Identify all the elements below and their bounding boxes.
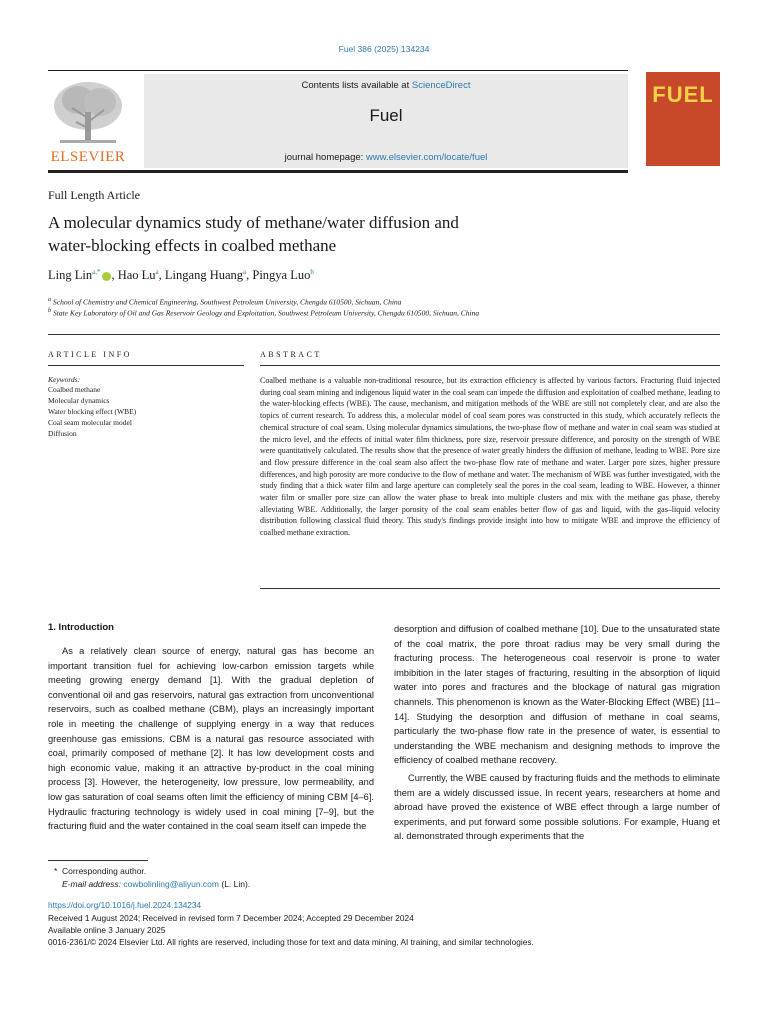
received-dates: Received 1 August 2024; Received in revised form 7 December 2024; Accepted 29 December 2024 xyxy=(48,913,414,923)
author-affiliation-mark[interactable]: b xyxy=(310,268,314,276)
keyword: Coalbed methane xyxy=(48,385,101,394)
available-online: Available online 3 January 2025 xyxy=(48,925,166,935)
affiliation-text: School of Chemistry and Chemical Engineering, Southwest Petroleum University, Chengdu 610500, Sichuan, China xyxy=(53,297,402,307)
email-suffix: (L. Lin). xyxy=(219,879,251,889)
right-column xyxy=(394,622,720,844)
orcid-icon[interactable] xyxy=(102,272,111,281)
keyword: Diffusion xyxy=(48,429,77,438)
divider xyxy=(48,365,244,366)
homepage-link[interactable]: www.elsevier.com/locate/fuel xyxy=(365,152,488,163)
author-name[interactable]: Pingya Luo xyxy=(252,268,311,283)
contents-prefix: Contents lists available at xyxy=(301,80,412,91)
copyright: 0016-2361/© 2024 Elsevier Ltd. All rights are reserved, including those for text and data mining, AI training, and similar technologies. xyxy=(48,937,534,947)
corresponding-label: Corresponding author. xyxy=(62,866,147,876)
top-rule xyxy=(48,70,628,71)
elsevier-wordmark: ELSEVIER xyxy=(50,149,126,165)
title-line-2: water-blocking effects in coalbed methane xyxy=(48,236,337,255)
footnote-rule xyxy=(48,860,148,861)
abstract-heading: ABSTRACT xyxy=(260,350,322,359)
article-info-heading: ARTICLE INFO xyxy=(48,350,132,359)
doi-link[interactable]: https://doi.org/10.1016/j.fuel.2024.134234 xyxy=(48,900,202,910)
cover-title: FUEL xyxy=(652,82,714,107)
corresponding-note xyxy=(54,866,146,876)
author-affiliation-mark[interactable]: a,* xyxy=(92,268,101,276)
title-line-1: A molecular dynamics study of methane/water diffusion and xyxy=(48,213,459,232)
divider xyxy=(260,365,720,366)
divider xyxy=(260,588,720,589)
affiliation-text: State Key Laboratory of Oil and Gas Reservoir Geology and Exploitation, Southwest Petroleum University, Chengdu 610500, Sichuan, China xyxy=(53,308,480,318)
author-list: Ling Lin$^{a,*}$ , Hao Lu$^a$, Lingang Huang$^a$, Pingya Luo$^b$ xyxy=(48,268,314,283)
email-line xyxy=(62,879,250,889)
abstract-text: Coalbed methane is a valuable non-traditional resource, but its extraction efficiency is affected by various factors. Fracturing fluid injected during coal seam mining and indigenous liquid water in the coal seam can impede the diffusion and exploitation of coalbed methane, leading to the water-blocking effects (WBE). The cause, mechanism, and mitigation methods of the WBE are still not completely clear, and are also the topics of current research. To address this, a molecular model of coal seam pores was constructed in this study, which accurately reflects the chemical structure of coal seam. Using molecular dynamics simulations, the two-phase flow of methane and water in coal seam was studied at the micro level, and the effects of initial water film thickness, pore size, reservoir pressure difference, and porosity on the strength of WBE were quantitatively calculated. The results show that the presence of water greatly hinders the diffusion of methane, leading to WBE. Pore size and flow pressure difference in the coal seam also affect the two-phase flow rate of methane and water. Larger pore sizes, higher pressure differences, and high porosity are more conducive to the flow of methane and water. The mechanism of WBE was further investigated, with the study finding that a thick water film and large aperture can completely seal the pores in the coal seam, leading to WBE. However, a thinner water film or smaller pore size can allow the water phase to break into multiple clusters and mix with the methane gas phase, thereby alleviating WBE. Additionally, the larger porosity of the coal seam enables better flow of gas and liquid, with the gas–liquid velocity distribution following classical fluid theory. This study's findings provide insight into how to mitigate WBE and improve the efficiency of coalbed methane extraction. xyxy=(260,376,720,538)
author-name[interactable]: Lingang Huang xyxy=(164,268,244,283)
banner-bottom-rule xyxy=(48,170,628,173)
author-name[interactable]: Hao Lu xyxy=(117,268,156,283)
affiliation-b xyxy=(48,307,479,318)
affiliation-mark: a xyxy=(48,296,52,303)
email-link[interactable]: cowbolinling@aliyun.com xyxy=(123,879,219,889)
contents-line xyxy=(144,80,628,91)
author-affiliation-mark[interactable]: a xyxy=(155,268,159,276)
keywords-label: Keywords: xyxy=(48,375,81,384)
affiliation-mark: b xyxy=(48,307,52,314)
keyword: Water blocking effect (WBE) xyxy=(48,407,137,416)
journal-name: Fuel xyxy=(369,106,403,125)
divider xyxy=(48,334,720,335)
keyword: Molecular dynamics xyxy=(48,396,110,405)
paragraph: desorption and diffusion of coalbed methane [10]. Due to the unsaturated state of the coal matrix, the pore throat radius may be very small during the fracturing process. The heterogeneous coal reservoir is prone to water imbibition in the later stages of fracturing, resulting in the absorption of liquid water into pores and fractures and the blockage of natural gas migration channels. This phenomenon is known as the Water-Blocking Effect (WBE) [11–14]. Studying the desorption and diffusion of methane in coal seams, particularly the two-phase flow rate in the presence of water, is essential to understanding the WBE mechanism and designing methods to improve the efficiency of coalbed methane recovery. xyxy=(394,624,720,766)
sciencedirect-link[interactable]: ScienceDirect xyxy=(411,80,471,91)
author-affiliation-mark[interactable]: a xyxy=(243,268,247,276)
asterisk-mark: * xyxy=(54,866,58,876)
article-type: Full Length Article xyxy=(48,188,140,202)
homepage-line xyxy=(144,152,628,163)
email-label: E-mail address: xyxy=(62,879,124,889)
left-column xyxy=(48,644,374,834)
keyword: Coal seam molecular model xyxy=(48,418,132,427)
paragraph: Currently, the WBE caused by fracturing fluids and the methods to eliminate them are a widely discussed issue. In recent years, researchers at home and abroad have proved the existence of WBE effect through a large number of experiments, and put forward some possible solutions. For example, Huang et al. demonstrated through experiments that the xyxy=(394,772,720,842)
section-heading: 1. Introduction xyxy=(48,622,114,633)
paragraph: As a relatively clean source of energy, natural gas has become an important transition fuel for achieving low-carbon emission targets while meeting growing energy demand [1]. With the gradual depletion of conventional oil and gas reservoirs, natural gas extraction from unconventional reservoirs, such as coalbed methane (CBM), plays an increasingly important role in meeting the challenge of supplying energy in a way that reduces greenhouse gas emissions. CBM is a natural gas resource associated with coal, primarily composed of methane [2]. It has low development costs and high economic value, making it an attractive by-product in the coal mining process [3]. However, the heterogeneity, low pressure, low permeability, and low gas saturation of coal seams often limit the efficiency of mining CBM [4–6]. Hydraulic fracturing technology is widely used in coal mining [7–9], but the fracturing fluid and the water contained in the coal seam itself can impede the xyxy=(48,646,374,832)
journal-reference[interactable]: Fuel 386 (2025) 134234 xyxy=(338,44,430,54)
homepage-prefix: journal homepage: xyxy=(284,152,366,163)
author-name[interactable]: Ling Lin xyxy=(48,268,93,283)
affiliation-a xyxy=(48,296,401,307)
article-title xyxy=(48,211,608,257)
